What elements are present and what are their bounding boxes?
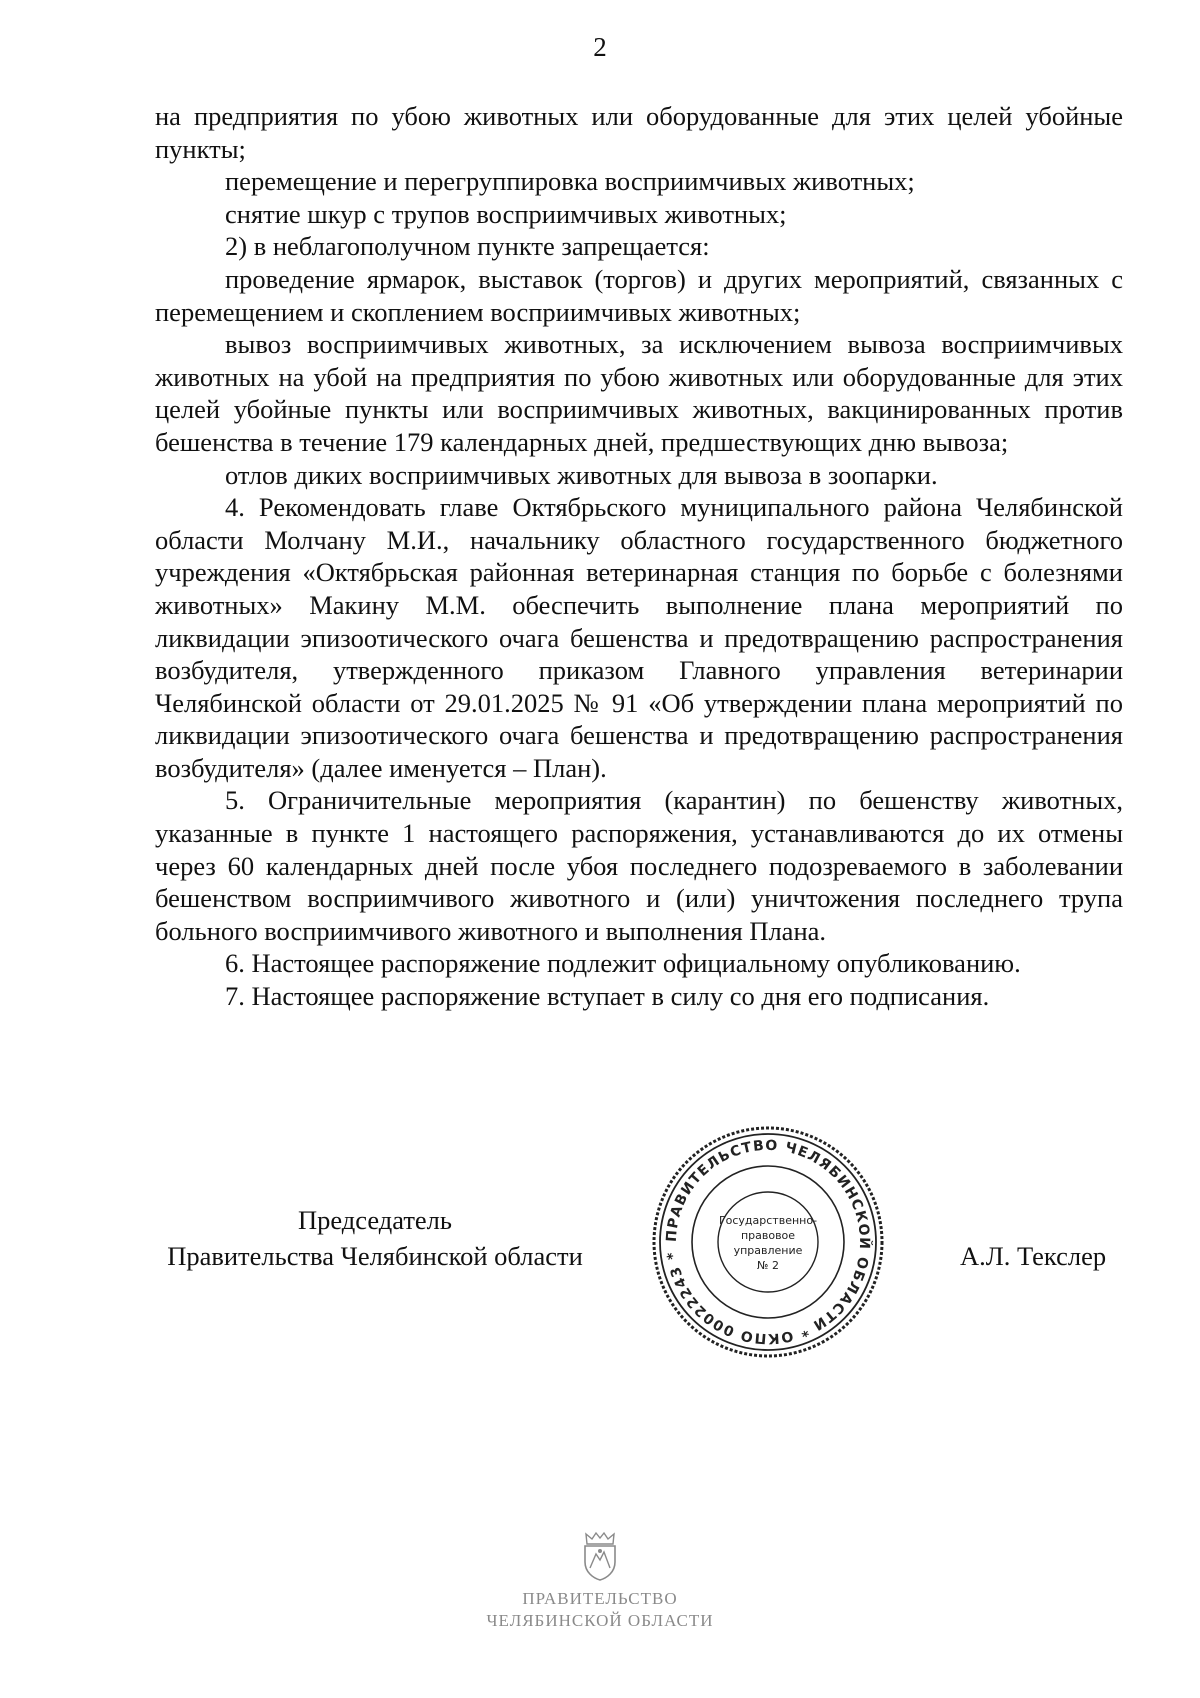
page-number: 2 [593, 32, 607, 62]
paragraph: 6. Настоящее распоряжение подлежит официальному опубликованию. [225, 948, 1021, 979]
seal-center-line: управление [733, 1244, 803, 1257]
document-body [155, 100, 1123, 1013]
signatory-title-line: Правительства Челябинской области [167, 1241, 583, 1271]
seal-center-line: правовое [740, 1229, 796, 1242]
paragraph: 7. Настоящее распоряжение вступает в силу со дня его подписания. [225, 981, 990, 1012]
signature-block [0, 1120, 1200, 1360]
paragraph: 4. Рекомендовать главе Октябрьского муниципального района Челябинской области Молчану М.И., начальнику областного государственного бюджетного учреждения «Октябрьская районная ветеринарная станция по борьбе с болезнями животных» Макину М.М. обеспечить выполнение плана мероприятий по ликвидации эпизоотического очага бешенства и предотвращению распространения возбудителя, утвержденного приказом Главного управления ветеринарии Челябинской области от 29.01.2025 № 91 «Об утверждении плана мероприятий по ликвидации эпизоотического очага бешенства и предотвращению распространения возбудителя» (далее именуется – План). [155, 492, 1123, 783]
paragraph: отлов диких восприимчивых животных для вывоза в зоопарки. [225, 459, 938, 490]
paragraph: 2) в неблагополучном пункте запрещается: [225, 231, 710, 262]
seal-center-line: № 2 [757, 1259, 779, 1272]
seal-outer-text: ПРАВИТЕЛЬСТВО ЧЕЛЯБИНСКОЙ ОБЛАСТИ * ОКПО 00022243 * [663, 1137, 873, 1347]
paragraph: вывоз восприимчивых животных, за исключением вывоза восприимчивых животных на убой на предприятия по убою животных или оборудованные для этих целей убойные пункты или восприимчивых животных, вакцинированных против бешенства в течение 179 календарных дней, предшествующих дню вывоза; [155, 329, 1123, 457]
paragraph: проведение ярмарок, выставок (торгов) и других мероприятий, связанных с перемещением и скоплением восприимчивых животных; [155, 263, 1123, 327]
signatory-title-line: Председатель [298, 1205, 452, 1235]
seal-center-line: Государственно- [718, 1214, 818, 1227]
paragraph: снятие шкур с трупов восприимчивых животных; [225, 198, 787, 229]
footer-line: ЧЕЛЯБИНСКОЙ ОБЛАСТИ [486, 1611, 714, 1630]
signatory-title [155, 1202, 595, 1274]
signatory-name: А.Л. Текслер [960, 1241, 1107, 1271]
paragraph: перемещение и перегруппировка восприимчивых животных; [225, 166, 915, 197]
official-seal [648, 1122, 888, 1362]
paragraph: на предприятия по убою животных или оборудованные для этих целей убойные пункты; [155, 101, 1123, 164]
footer-line: ПРАВИТЕЛЬСТВО [522, 1589, 678, 1608]
paragraph: 5. Ограничительные мероприятия (карантин) по бешенству животных, указанные в пункте 1 настоящего распоряжения, устанавливаются до их отмены через 60 календарных дней после убоя последнего подозреваемого в заболевании бешенством восприимчивого животного и (или) уничтожения последнего трупа больного восприимчивого животного и выполнения Плана. [155, 785, 1123, 946]
letterhead-footer [0, 1530, 1200, 1632]
coat-of-arms-icon [578, 1530, 622, 1582]
seal-graphic [648, 1122, 888, 1362]
